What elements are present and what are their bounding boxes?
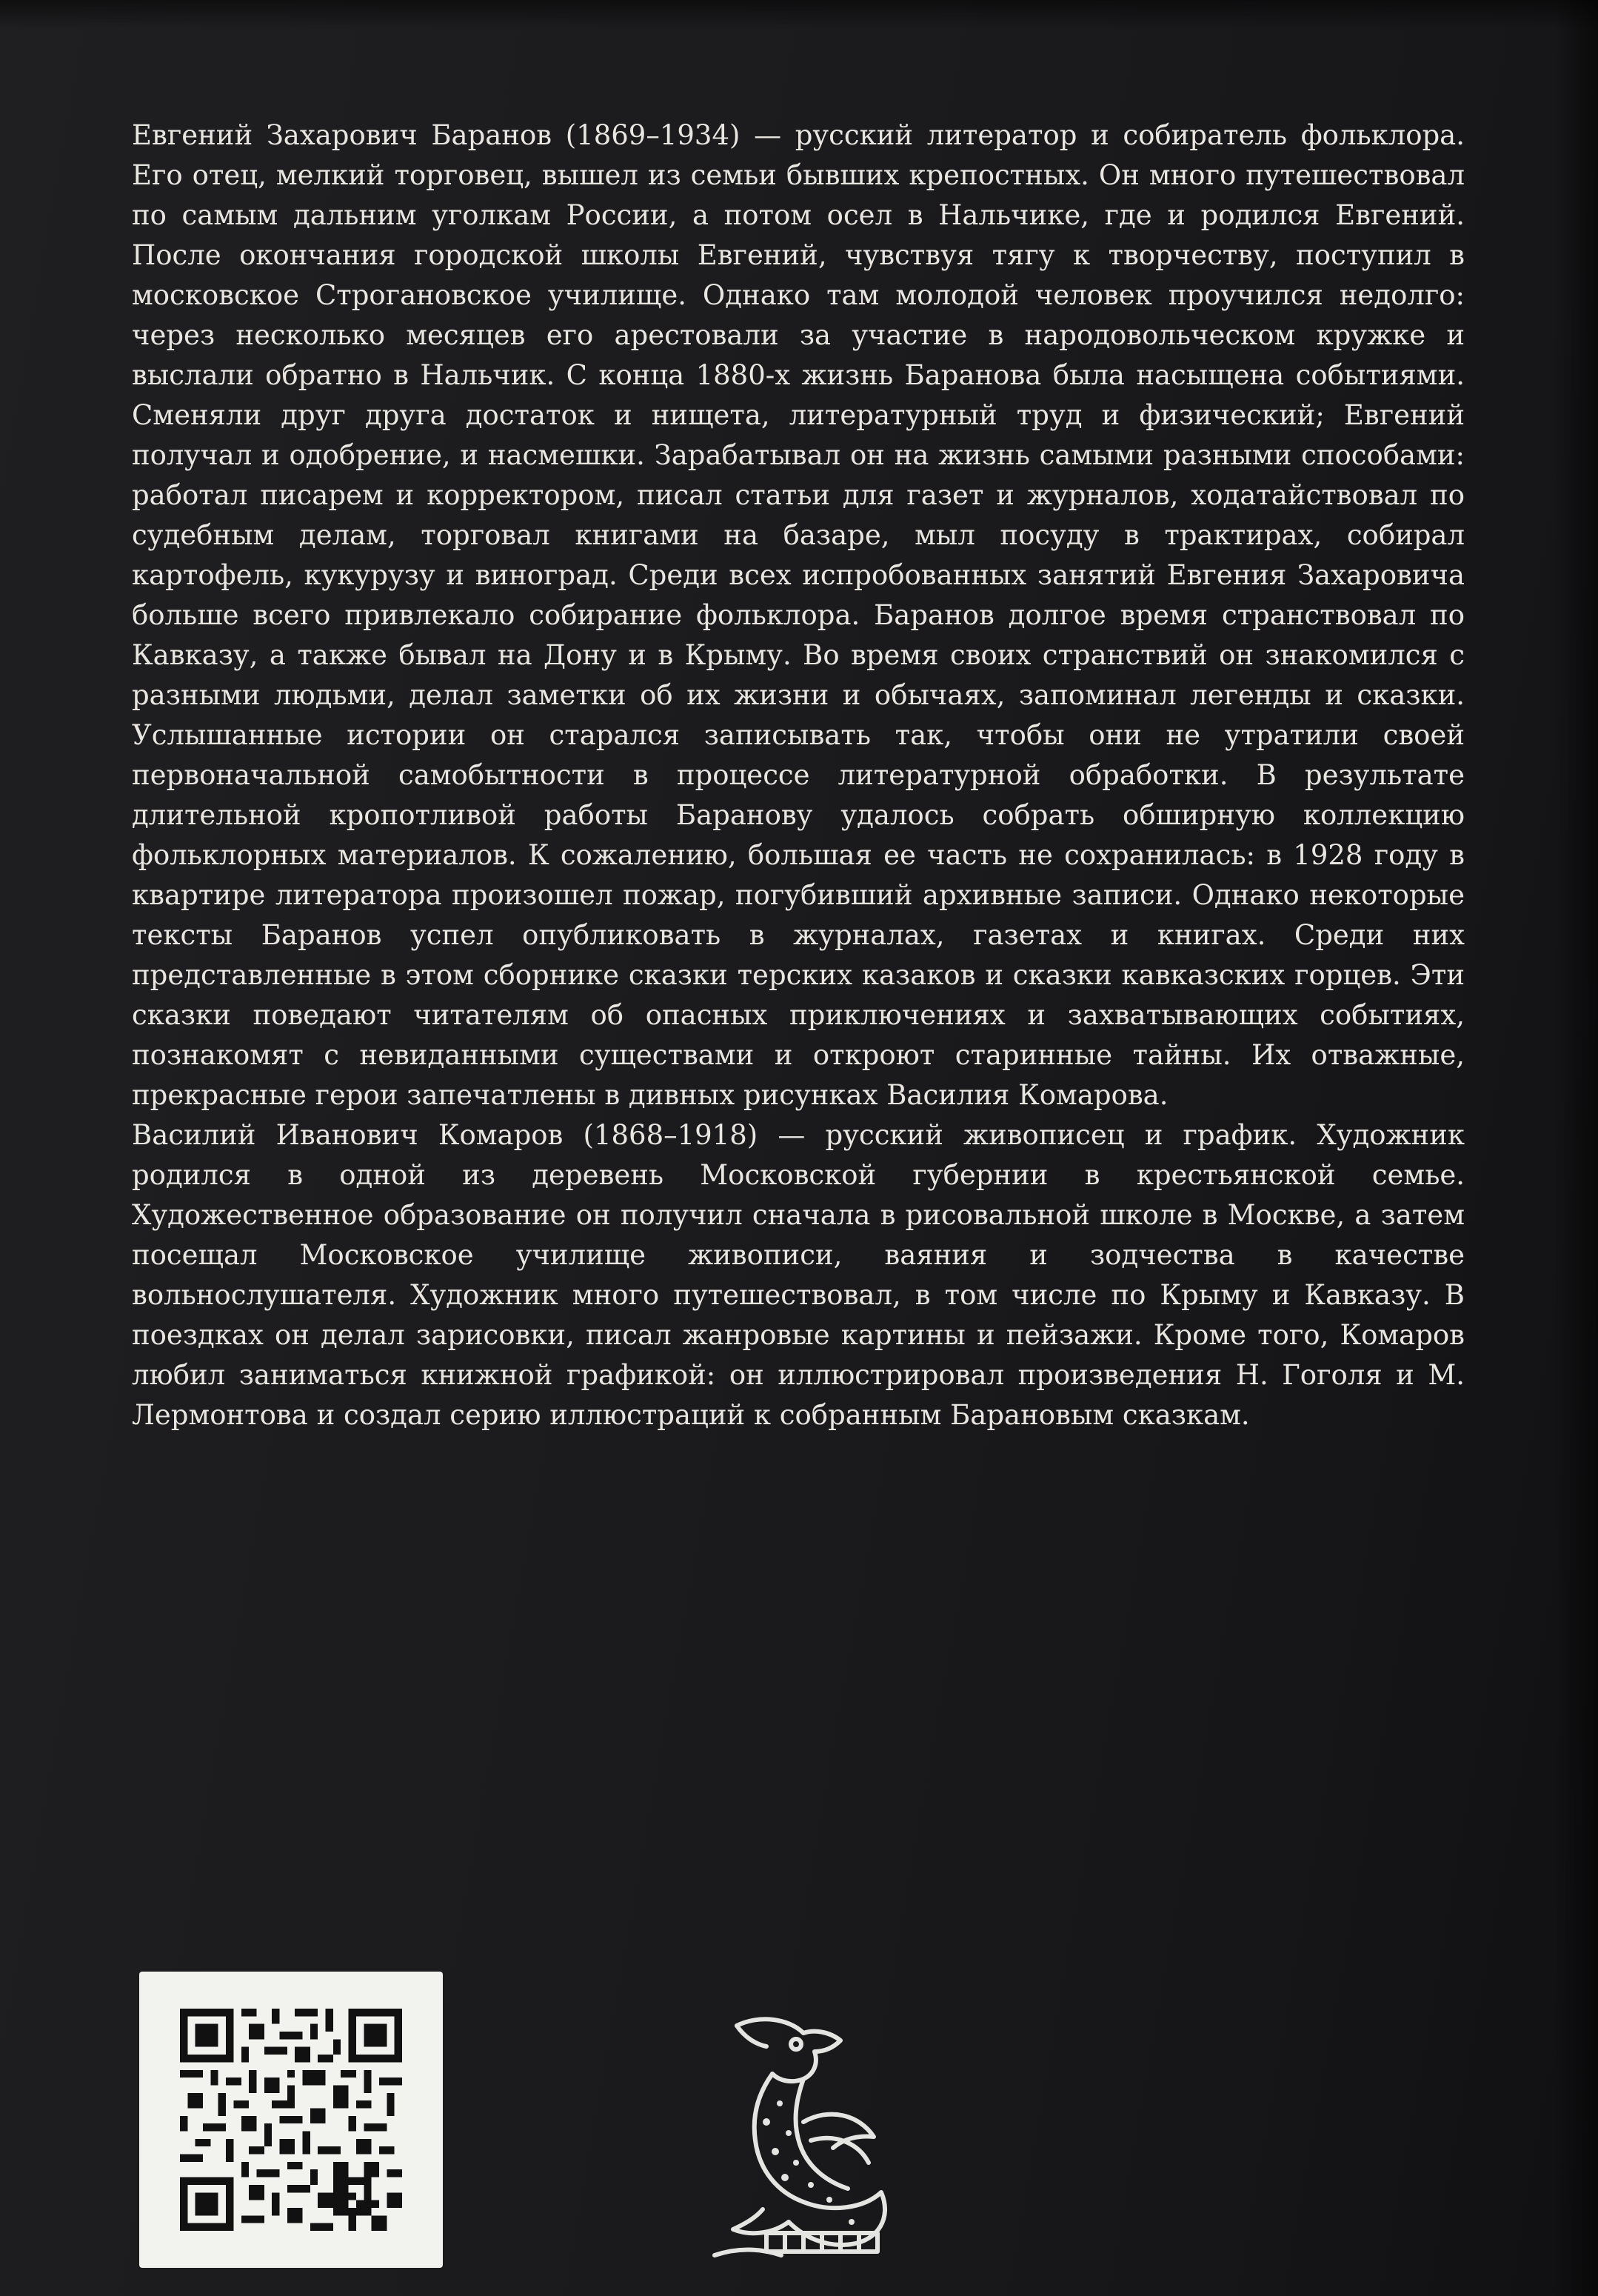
blurb-paragraph-author: Евгений Захарович Баранов (1869–1934) — русский литератор и собиратель фольклора. Его отец, мелкий торговец, вышел из семьи бывших крепостных. Он много путешествовал по самым дальним уголкам России, а потом осел в Нальчике, где и родился Евгений. После окончания городской школы Евгений, чувствуя тягу к творчеству, поступил в московское Строгановское училище. Однако там молодой человек проучился недолго: через несколько месяцев его арестовали за участие в народовольческом кружке и выслали обратно в Нальчик. С конца 1880-х жизнь Баранова была насыщена событиями. Сменяли друг друга достаток и нищета, литературный труд и физический; Евгений получал и одобрение, и насмешки. Зарабатывал он на жизнь самыми разными способами: работал писарем и корректором, писал статьи для газет и журналов, ходатайствовал по судебным делам, торговал книгами на базаре, мыл посуду в трактирах, собирал картофель, кукурузу и виноград. Среди всех испробованных занятий Евгения Захаровича больше всего привлекало собирание фольклора. Баранов долгое время странствовал по Кавказу, а также бывал на Дону и в Крыму. Во время своих странствий он знакомился с разными людьми, делал заметки об их жизни и обычаях, запоминал легенды и сказки. Услышанные истории он старался записывать так, чтобы они не утратили своей первоначальной самобытности в процессе литературной обработки. В результате длительной кропотливой работы Баранову удалось собрать обширную коллекцию фольклорных материалов. К сожалению, большая ее часть не сохранилась: в 1928 году в квартире литератора произошел пожар, погубивший архивные записи. Однако некоторые тексты Баранов успел опубликовать в журналах, газетах и книгах. Среди них представленные в этом сборнике сказки терских казаков и сказки кавказских горцев. Эти сказки поведают читателям об опасных приключениях и захватывающих событиях, познакомят с невиданными существами и откроют старинные тайны. Их отважные, прекрасные герои запечатлены в дивных рисунках Василия Комарова. — [132, 119, 1465, 1111]
qr-code-icon[interactable] — [180, 2009, 402, 2231]
back-cover-blurb — [132, 116, 1465, 1435]
publisher-logo-icon — [692, 2011, 907, 2263]
qr-code-card[interactable] — [139, 1972, 443, 2268]
blurb-paragraph-illustrator: Василий Иванович Комаров (1868–1918) — русский живописец и график. Художник родился в одной из деревень Московской губернии в крестьянской семье. Художественное образование он получил сначала в рисовальной школе в Москве, а затем посещал Московское училище живописи, ваяния и зодчества в качестве вольнослушателя. Художник много путешествовал, в том числе по Крыму и Кавказу. В поездках он делал зарисовки, писал жанровые картины и пейзажи. Кроме того, Комаров любил заниматься книжной графикой: он иллюстрировал произведения Н. Гоголя и М. Лермонтова и создал серию иллюстраций к собранным Барановым сказкам. — [132, 1119, 1465, 1431]
